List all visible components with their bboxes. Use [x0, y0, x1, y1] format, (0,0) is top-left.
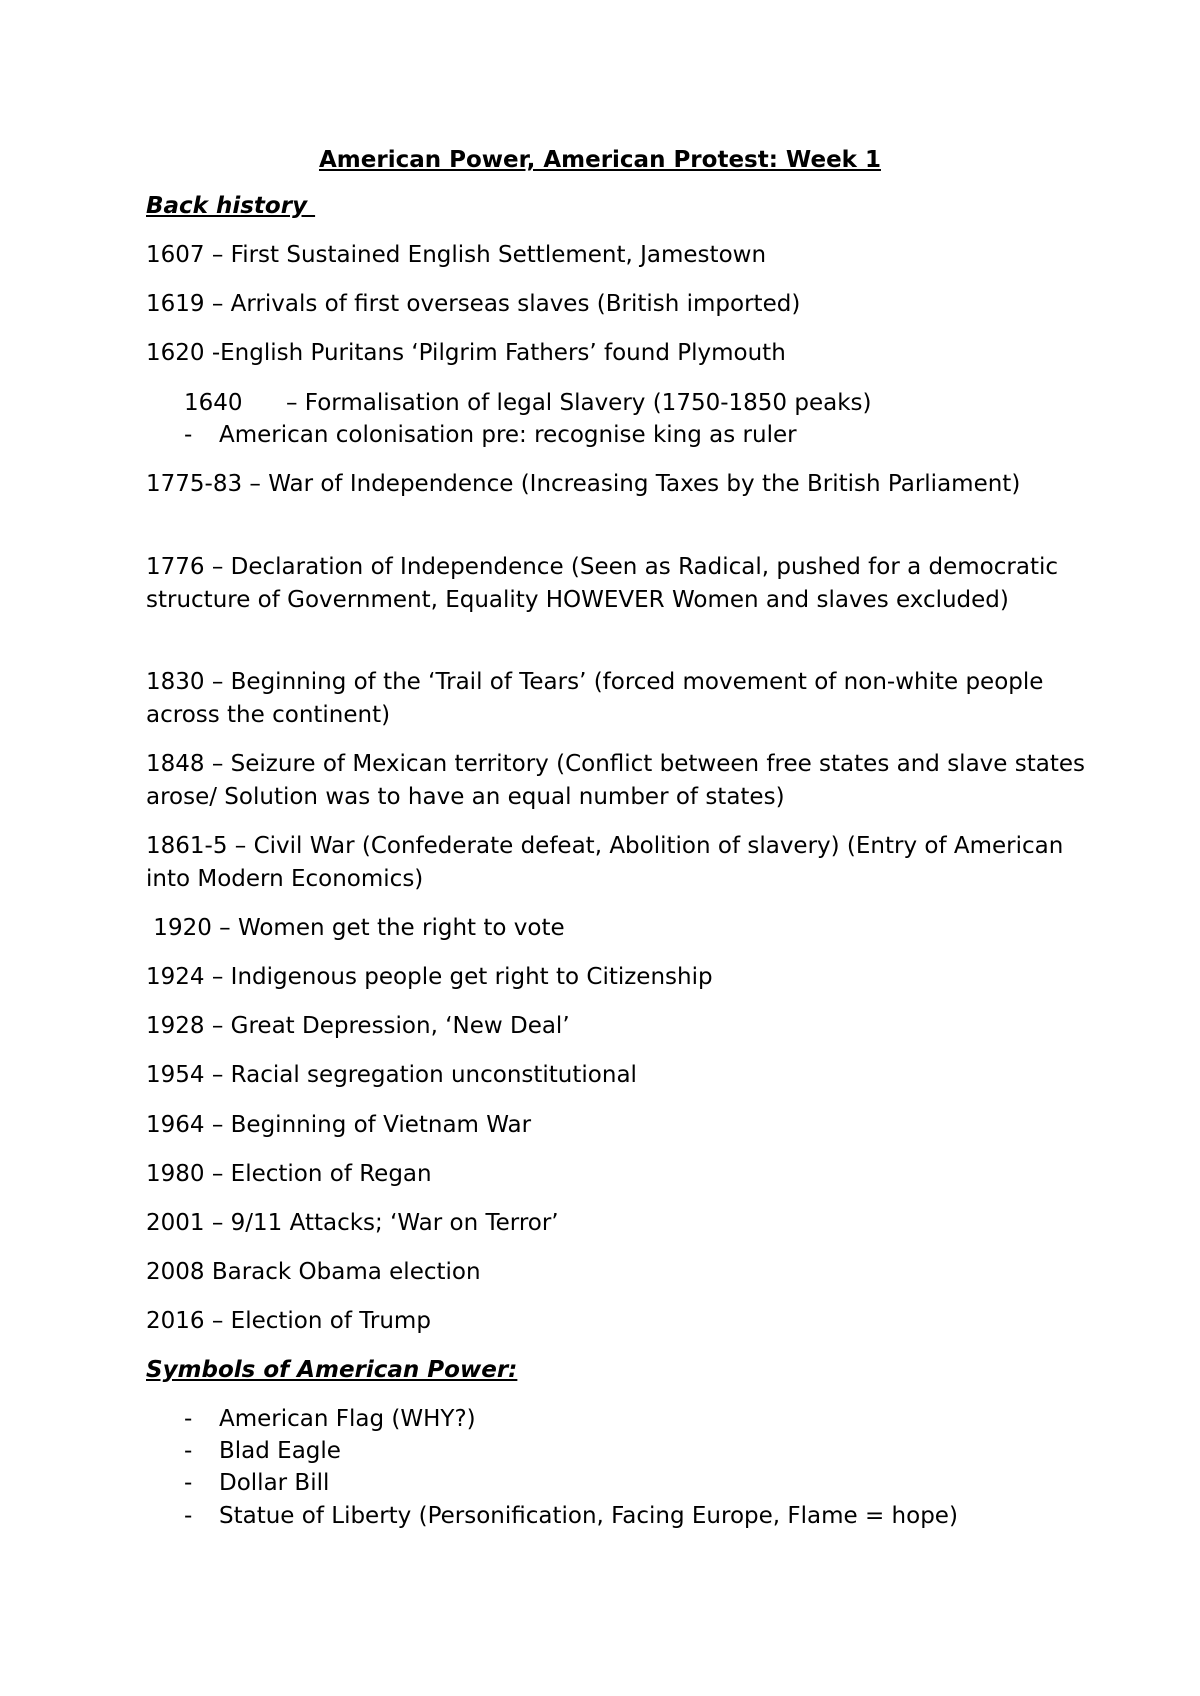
symbol-item-flag: American Flag (WHY?) — [219, 1406, 476, 1432]
bullet-dash: - — [184, 1406, 193, 1432]
timeline-entry-1920: 1920 – Women get the right to vote — [146, 915, 565, 941]
timeline-entry-1954: 1954 – Racial segregation unconstitutional — [146, 1062, 637, 1088]
bullet-dash: - — [184, 1503, 193, 1529]
timeline-entry-1775: 1775-83 – War of Independence (Increasing Taxes by the British Parliament) — [146, 471, 1021, 497]
timeline-entry-2016: 2016 – Election of Trump — [146, 1308, 431, 1334]
bullet-dash: - — [184, 422, 193, 448]
timeline-entry-1607: 1607 – First Sustained English Settlement, Jamestown — [146, 242, 767, 268]
symbol-item-eagle: Blad Eagle — [219, 1438, 341, 1464]
timeline-entry-1924: 1924 – Indigenous people get right to Citizenship — [146, 964, 713, 990]
timeline-entry-2008: 2008 Barack Obama election — [146, 1259, 481, 1285]
symbol-item-dollar-bill: Dollar Bill — [219, 1470, 330, 1496]
timeline-entry-1640-year: 1640 — [184, 390, 243, 416]
bullet-dash: - — [184, 1438, 193, 1464]
timeline-entry-1848: 1848 – Seizure of Mexican territory (Conflict between free states and slave states arose/ Solution was to have an equal number of states) — [146, 751, 1085, 810]
timeline-entry-1640-bullet: American colonisation pre: recognise king as ruler — [219, 422, 797, 448]
timeline-entry-1640-text: – Formalisation of legal Slavery (1750-1850 peaks) — [286, 390, 872, 416]
timeline-entry-2001: 2001 – 9/11 Attacks; ‘War on Terror’ — [146, 1210, 559, 1236]
timeline-entry-1861: 1861-5 – Civil War (Confederate defeat, Abolition of slavery) (Entry of American into Modern Economics) — [146, 833, 1064, 892]
bullet-dash: - — [184, 1470, 193, 1496]
timeline-entry-1964: 1964 – Beginning of Vietnam War — [146, 1112, 532, 1138]
section-heading-back-history: Back history — [146, 193, 316, 219]
section-heading-symbols: Symbols of American Power: — [146, 1357, 518, 1383]
timeline-entry-1980: 1980 – Election of Regan — [146, 1161, 432, 1187]
document-title: American Power, American Protest: Week 1 — [318, 147, 881, 173]
timeline-entry-1619: 1619 – Arrivals of first overseas slaves (British imported) — [146, 291, 801, 317]
timeline-entry-1830: 1830 – Beginning of the ‘Trail of Tears’ (forced movement of non-white people across the continent) — [146, 669, 1044, 728]
timeline-entry-1928: 1928 – Great Depression, ‘New Deal’ — [146, 1013, 570, 1039]
symbol-item-statue-of-liberty: Statue of Liberty (Personification, Facing Europe, Flame = hope) — [219, 1503, 958, 1529]
timeline-entry-1776: 1776 – Declaration of Independence (Seen as Radical, pushed for a democratic structure of Government, Equality HOWEVER Women and slaves excluded) — [146, 554, 1058, 613]
timeline-entry-1620: 1620 -English Puritans ‘Pilgrim Fathers’ found Plymouth — [146, 340, 786, 366]
